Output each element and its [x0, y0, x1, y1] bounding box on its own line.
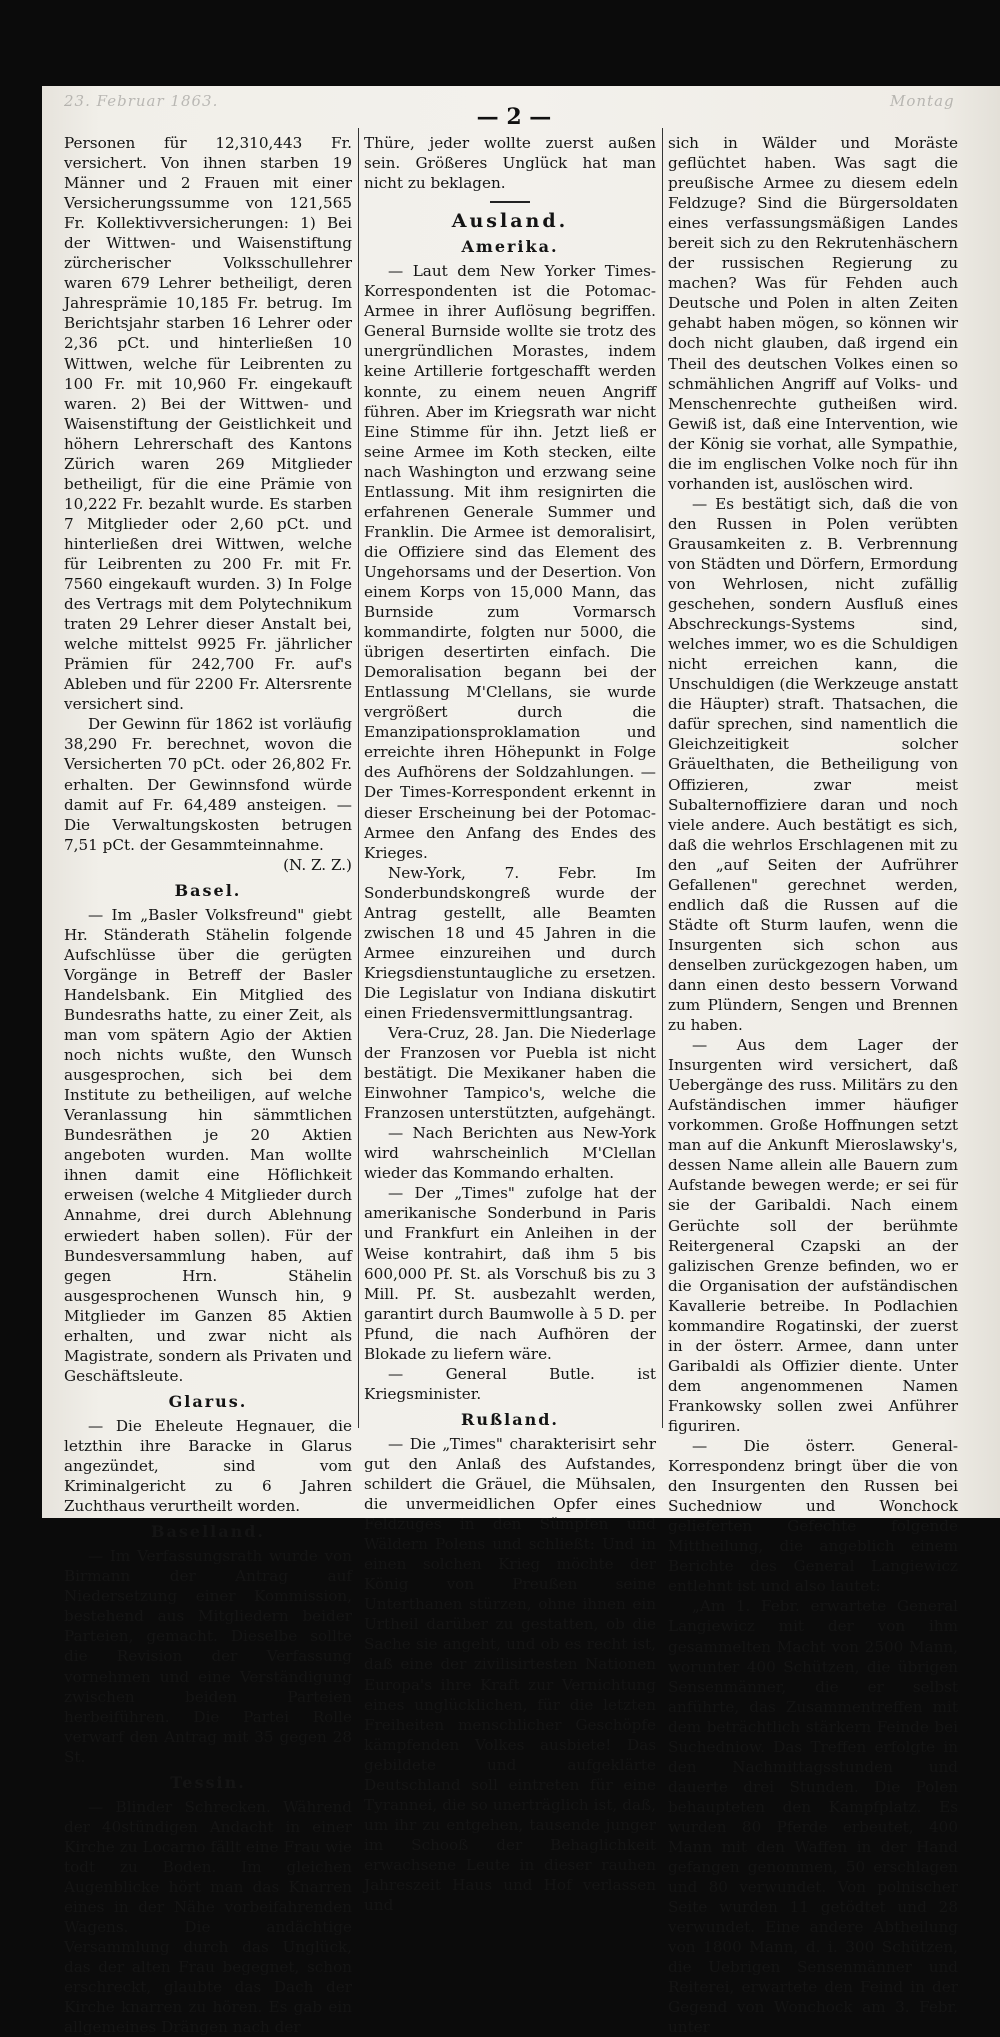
article-tessin: — Blinder Schrecken. Während der 40stündigen Andacht in einer Kirche zu Locarno fällt eine Frau wie todt zu Boden. Im gleichen Augenblicke hört man das Knarren eines in der Nähe vorbeifahrenden Wagens. Die andächtige Versammlung durch das Unglück, das der alten Frau begegnet, schon erschreckt, glaubte das Dach der Kirche knarren zu hören. Es gab ein allgemeines Drängen nach der	[64, 1797, 352, 2037]
source-signature: (N. Z. Z.)	[283, 855, 352, 874]
heading-basel: Basel.	[174, 880, 242, 900]
bleed-through-date: 23. Februar 1863.	[64, 92, 219, 110]
article-langiewicz-report: „Am 1. Febr. erwartete General Langiewicz mit der von ihm gesammelten Macht von 2500 Mann, worunter 400 Schützen, die übrigen Sensenmänner, die er selbst anführte, das Zusammentreffen mit dem beträchtlich stärkern Feinde bei Suchedniow. Das Treffen erfolgte in den Nachmittagsstunden und dauerte drei Stunden. Die Polen behaupteten den Kampfplatz. Es wurden 80 Pferde erbeutet, 400 Mann mit den Waffen in der Hand gefangen genommen, 50 erschlagen und 80 verwundet. Von polnischer Seite wurden 11 getödtet und 28 verwundet. Eine andere Abtheilung von 1800 Mann, d. i. 300 Schützen, die Uebrigen Sensenmänner und Reiterei, erwartete den Feind in der Gegend von Wonchock am 3. Febr. unter	[668, 1597, 958, 2037]
article-mcclellan: — Nach Berichten aus New-York wird wahrscheinlich M'Clellan wieder das Kommando erhalten.	[364, 1124, 656, 1183]
heading-tessin: Tessin.	[170, 1772, 246, 1792]
article-potomac: — Laut dem New Yorker Times-Korrespondenten ist die Potomac-Armee in ihrer Auflösung begriffen. General Burnside wollte sie trotz des unergründlichen Morastes, indem keine Artillerie fortgeschafft werden konnte, zu einem neuen Angriff führen. Aber im Kriegsrath war nicht Eine Stimme für ihn. Jetzt ließ er seine Armee im Koth stecken, eilte nach Washington und erzwang seine Entlassung. Mit ihm resignirten die erfahrenen Generale Summer und Franklin. Die Armee ist demoralisirt, die Offiziere sind das Element des Ungehorsams und der Desertion. Von einem Korps von 15,000 Mann, das Burnside zum Vormarsch kommandirte, folgten nur 5000, die übrigen desertirten einfach. Die Demoralisation begann bei der Entlassung M'Clellans, sie wurde vergrößert durch die Emanzipationsproklamation und erreichte ihren Höhepunkt in Folge des Aufhörens der Soldzahlungen. — Der Times-Korrespondent erkennt in dieser Erscheinung bei der Potomac-Armee den Anfang des Endes des Krieges.	[364, 262, 656, 862]
article-atrocities: — Es bestätigt sich, daß die von den Russen in Polen verübten Grausamkeiten z. B. Verbrennung von Städten und Dörfern, Ermordung von Wehrlosen, nicht zufällig geschehen, sondern Ausfluß eines Abschreckungs-Systems sind, welches immer, wo es die Schuldigen nicht erreichen kann, die Unschuldigen (die Werkzeuge anstatt die Häupter) straft. Thatsachen, die dafür sprechen, sind namentlich die Gleichzeitigkeit solcher Gräuelthaten, die Betheiligung von Offizieren, zwar meist Subalternoffiziere daran und noch viele andere. Auch bestätigt es sich, daß die wehrlos Erschlagenen mit zu den „auf Seiten der Aufrührer Gefallenen" gerechnet werden, endlich daß die Russen auf die Städte oft Sturm laufen, wenn die Insurgenten sich schon aus denselben zurückgezogen haben, um dann einen desto bessern Vorwand zum Plündern, Sengen und Brennen zu haben.	[668, 494, 958, 1035]
heading-glarus: Glarus.	[168, 1391, 248, 1411]
column-2	[364, 133, 656, 1915]
page-number: — 2 —	[476, 104, 552, 130]
article-tessin-cont: Thüre, jeder wollte zuerst außen sein. Größeres Unglück hat man nicht zu beklagen.	[364, 134, 656, 193]
article-insurance: Personen für 12,310,443 Fr. versichert. Von ihnen starben 19 Männer und 2 Frauen mit einer Versicherungssumme von 121,565 Fr. Kollektivversicherungen: 1) Bei der Wittwen- und Waisenstiftung zürcherischer Volksschullehrer waren 679 Lehrer betheiligt, deren Jahresprämie 10,185 Fr. betrug. Im Berichtsjahr starben 16 Lehrer oder 2,36 pCt. und hinterließen 10 Wittwen, welche für Leibrenten zu 100 Fr. mit 10,960 Fr. eingekauft waren. 2) Bei der Wittwen- und Waisenstiftung der Geistlichkeit und höhern Lehrerschaft des Kantons Zürich waren 269 Mitglieder betheiligt, für die eine Prämie von 10,222 Fr. bezahlt wurde. Es starben 7 Mitglieder oder 2,60 pCt. und hinterließen drei Wittwen, welche für Leibrenten zu 200 Fr. mit Fr. 7560 eingekauft wurden. 3) In Folge des Vertrags mit dem Polytechnikum traten 29 Lehrer dieser Anstalt bei, welche mittelst 9925 Fr. jährlicher Prämien für 242,700 Fr. auf's Ableben und für 2200 Fr. Altersrente versichert sind.	[64, 134, 352, 714]
article-new-york: New-York, 7. Febr. Im Sonderbundskongreß wurde der Antrag gestellt, alle Beamten zwischen 18 und 45 Jahren in die Armee einzureihen und durch Kriegsdienstuntaugliche zu ersetzen. Die Legislatur von Indiana diskutirt einen Friedensvermittlungsantrag.	[364, 863, 656, 1022]
column-3	[668, 133, 958, 2037]
article-butler: — General Butle. ist Kriegsminister.	[364, 1364, 656, 1403]
article-glarus: — Die Eheleute Hegnauer, die letzthin ihre Baracke in Glarus angezündet, sind vom Kriminalgericht zu 6 Jahren Zuchthaus verurtheilt worden.	[64, 1416, 352, 1516]
article-loan: — Der „Times" zufolge hat der amerikanische Sonderbund in Paris und Frankfurt ein Anleihen in der Weise kontrahirt, daß ihm 5 bis 600,000 Pf. St. als Vorschuß bis zu 3 Mill. Pf. St. ausbezahlt werden, garantirt durch Baumwolle à 5 D. per Pfund, die nach Aufhören der Blokade zu liefern wäre.	[364, 1184, 656, 1363]
article-vera-cruz: Vera-Cruz, 28. Jan. Die Niederlage der Franzosen vor Puebla ist nicht bestätigt. Die Mexikaner haben die Einwohner Tampico's, welche die Franzosen unterstützten, aufgehängt.	[364, 1024, 656, 1123]
bleed-through-title: Montag	[890, 92, 955, 110]
article-times-poland-cont: sich in Wälder und Moräste geflüchtet haben. Was sagt die preußische Armee zu diesem edeln Feldzuge? Sind die Bürgersoldaten eines verfassungsmäßigen Landes bereit sich zu den Rekrutenhäschern der russischen Regierung zu machen? Was für Fehden auch Deutsche und Polen in alten Zeiten gehabt haben mögen, so können wir doch nicht glauben, daß irgend ein Theil des deutschen Volkes einen so schmählichen Angriff auf Volks- und Menschenrechte gutheißen wird. Gewiß ist, daß eine Intervention, wie der König sie vorhat, alle Sympathie, die im englischen Volke noch für ihn vorhanden ist, auslöschen wird.	[668, 134, 958, 493]
heading-baselland: Baselland.	[151, 1522, 265, 1542]
column-1	[64, 133, 352, 2037]
column-rule-1	[358, 128, 359, 1428]
article-times-poland: — Die „Times" charakterisirt sehr gut den Anlaß des Aufstandes, schildert die Gräuel, die Mühsalen, die unvermeidlichen Opfer eines Feldzuges in den Sümpfen und Wäldern Polens und schließt: Und in einen solchen Krieg möchte der König von Preußen seine Unterthanen stürzen, ohne ihnen ein Urtheil darüber zu gestatten, ob die Sache sie angeht, und ob es recht ist, daß eine der zivilisirtesten Nationen Europa's ihre Kraft zur Vernichtung eines unglücklichen, für die letzten Freiheiten menschlicher Geschöpfe kämpfenden Volkes ausbiete! Das gebildete und aufgeklärte Deutschland soll eintreten für eine Tyrannei, die so unerträglich ist, daß, um ihr zu entgehen, tausende junger im Schooß der Behaglichkeit erwachsene Leute in dieser rauhen Jahreszeit Haus und Hof verlassen und	[364, 1434, 656, 1915]
heading-ausland: Ausland.	[451, 210, 569, 233]
heading-amerika: Amerika.	[461, 237, 559, 257]
article-general-correspondence: — Die österr. General-Korrespondenz bringt über die von den Insurgenten den Russen bei Suchedniow und Wonchock gelieferten Gefechte folgende Mittheilung, die angeblich einem Berichte des General Langiewicz entlehnt ist und also lautet:	[668, 1437, 958, 1596]
column-rule-2	[662, 128, 663, 1428]
article-basel: — Im „Basler Volksfreund" giebt Hr. Ständerath Stähelin folgende Aufschlüsse über die gerügten Vorgänge in Betreff der Basler Handelsbank. Ein Mitglied des Bundesraths hatte, zu einer Zeit, als man vom spätern Agio der Aktien noch nichts wußte, den Wunsch ausgesprochen, sich bei dem Institute zu betheiligen, auf welche Veranlassung hin sämmtlichen Bundesräthen je 20 Aktien angeboten wurden. Man wollte ihnen damit eine Höflichkeit erweisen (welche 4 Mitglieder durch Annahme, drei durch Ablehnung erwiedert haben sollen). Für der Bundesversammlung haben, auf gegen Hrn. Stähelin ausgesprochenen Wunsch hin, 9 Mitglieder im Ganzen 85 Aktien erhalten, und zwar nicht als Magistrate, sondern als Privaten und Geschäftsleute.	[64, 905, 352, 1385]
article-insurgents: — Aus dem Lager der Insurgenten wird versichert, daß Uebergänge des russ. Militärs zu den Aufständischen immer häufiger vorkommen. Große Hoffnungen setzt man auf die Ankunft Mieroslawsky's, dessen Name allein alle Bauern zum Aufstande bewegen werde; er sei für sie der Garibaldi. Nach einem Gerüchte soll der berühmte Reitergeneral Czapski an der galizischen Grenze befinden, wo er die Organisation der aufständischen Kavallerie betreibe. In Podlachien kommandire Rogatinski, der zuerst in der österr. Armee, dann unter Garibaldi als Offizier diente. Unter dem angenommenen Namen Frankowsky sollen zwei Anführer figuriren.	[668, 1036, 958, 1435]
article-baselland: — Im Verfassungsrath wurde von Birmann der Antrag auf Niedersetzung einer Kommission, bestehend aus Mitgliedern beider Parteien, gemacht. Dieselbe sollte die Revision der Verfassung vornehmen und eine Verständigung zwischen beiden Parteien herbeiführen. Die Partei Rolle verwarf den Antrag mit 35 gegen 28 St.	[64, 1547, 352, 1766]
heading-russland: Rußland.	[461, 1409, 559, 1429]
article-insurance-profit: Der Gewinn für 1862 ist vorläufig 38,290 Fr. berechnet, wovon die Versicherten 70 pCt. oder 26,802 Fr. erhalten. Der Gewinnsfond würde damit auf Fr. 64,489 ansteigen. — Die Verwaltungskosten betrugen 7,51 pCt. der Gesammteinnahme.	[64, 715, 352, 854]
section-divider	[490, 201, 530, 203]
